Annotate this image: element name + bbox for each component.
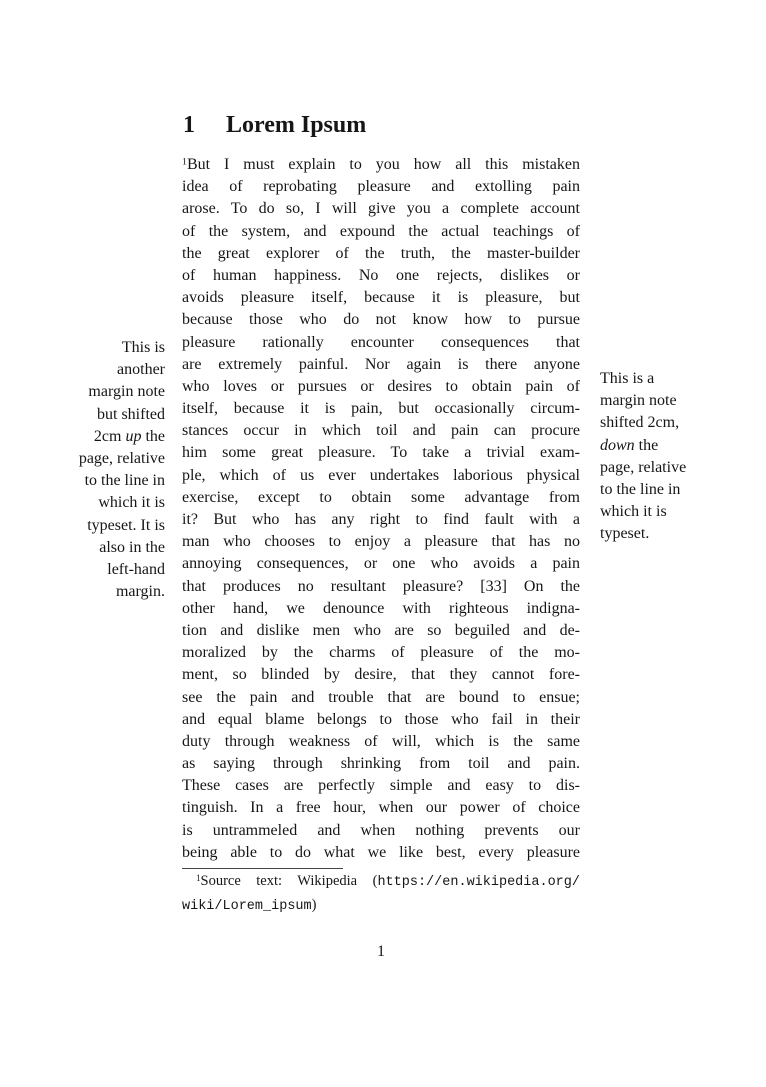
margin-note-line: margin. — [115, 583, 165, 601]
margin-note-line: This is — [121, 339, 165, 356]
footnote-close-paren: ) — [311, 897, 317, 913]
body-text-line: see the pain and trouble that are bound to ensue; — [182, 688, 580, 706]
margin-note-line: but shifted — [97, 405, 165, 423]
footnote-mark-reference: 1 — [182, 156, 187, 168]
margin-note-line: margin note — [600, 392, 677, 410]
margin-note-line: shifted 2cm, — [600, 414, 680, 432]
body-text-line: $^1$But I must explain to you how all this mistaken — [182, 156, 580, 173]
margin-note-line: to the line in — [84, 472, 165, 490]
body-text-line: tinguish. In a free hour, when our power of choice — [182, 799, 580, 817]
body-text-line: duty through weakness of will, which is the same — [182, 732, 580, 750]
body-text-line: as saying through shrinking from toil and pain. — [182, 755, 580, 773]
section-heading — [183, 110, 366, 140]
body-text-line: itself, because it is pain, but occasionally circum- — [182, 400, 580, 418]
margin-note-left — [40, 337, 165, 603]
margin-note-line: down the — [600, 436, 659, 454]
margin-note-line: another — [117, 361, 165, 379]
body-text-line: that produces no resultant pleasure? [33] On the — [182, 577, 580, 595]
body-text-line: arose. To do so, I will give you a complete account — [182, 200, 580, 218]
body-text-line: of the system, and expound the actual teachings of — [182, 222, 580, 240]
body-text-line: pleasure rationally encounter consequences that — [182, 333, 580, 351]
body-text-line: who loves or pursues or desires to obtain pain of — [182, 377, 580, 395]
body-text-line: ple, which of us ever undertakes laborious physical — [182, 466, 580, 484]
footnote-line-2 — [182, 894, 580, 918]
footnote-url: https://en.wikipedia.org/ — [377, 875, 580, 890]
body-text-line: being able to do what we like best, every pleasure — [182, 843, 580, 861]
body-text-line: ment, so blinded by desire, that they cannot fore- — [182, 666, 580, 684]
body-text-line: man who chooses to enjoy a pleasure that has no — [182, 533, 580, 551]
margin-note-line: typeset. It is — [87, 516, 165, 534]
body-text-line: avoids pleasure itself, because it is pleasure, but — [182, 289, 580, 307]
body-text-line: moralized by the charms of pleasure of the mo- — [182, 644, 580, 662]
margin-note-line: This is a — [600, 370, 655, 387]
footnote-rule — [182, 868, 343, 869]
margin-note-line: margin note — [88, 383, 165, 401]
body-text-line: of human happiness. No one rejects, dislikes or — [182, 266, 580, 284]
body-text-line: the great explorer of the truth, the master-builder — [182, 244, 580, 262]
margin-note-line: typeset. — [600, 525, 650, 543]
body-paragraph — [182, 154, 580, 864]
margin-note-line: left-hand — [107, 561, 165, 579]
footnote-url-continued: wiki/Lorem_ipsum — [182, 899, 312, 914]
footnote-line-1 — [182, 870, 580, 894]
footnote-text: Source text: Wikipedia ( — [200, 873, 378, 889]
margin-note-line: which it is — [600, 503, 667, 521]
body-text-line: it? But who has any right to find fault with a — [182, 511, 580, 528]
margin-note-line: page, relative — [600, 458, 687, 476]
margin-note-line: also in the — [99, 538, 165, 556]
body-text-line: tion and dislike men who are so beguiled and de- — [182, 621, 580, 639]
footnote — [182, 870, 580, 918]
margin-note-line: 2cm up the — [93, 427, 165, 445]
section-title: Lorem Ipsum — [226, 112, 367, 138]
body-text-line: These cases are perfectly simple and easy to dis- — [182, 777, 580, 795]
footnote-mark: 1 — [196, 872, 201, 883]
margin-note-line: to the line in — [600, 481, 681, 499]
body-text-line: annoying consequences, or one who avoids a pain — [182, 555, 580, 573]
section-number: 1 — [183, 112, 195, 138]
body-text-line: exercise, except to obtain some advantage from — [182, 488, 580, 506]
body-text-line: are extremely painful. Nor again is there anyone — [182, 355, 580, 373]
body-text-line: other hand, we denounce with righteous indigna- — [182, 599, 580, 617]
margin-note-line: which it is — [98, 494, 165, 512]
body-text-line: idea of reprobating pleasure and extolling pain — [182, 178, 580, 196]
page-number: 1 — [377, 943, 385, 960]
body-text-line: because those who do not know how to pursue — [182, 311, 580, 329]
body-text-line: and equal blame belongs to those who fail in their — [182, 710, 580, 728]
body-text-line: is untrammeled and when nothing prevents our — [182, 821, 580, 839]
margin-note-right — [600, 368, 720, 546]
body-text-line: him some great pleasure. To take a trivial exam- — [182, 444, 580, 462]
margin-note-line: page, relative — [78, 450, 165, 468]
body-text-line: stances occur in which toil and pain can procure — [182, 422, 580, 440]
